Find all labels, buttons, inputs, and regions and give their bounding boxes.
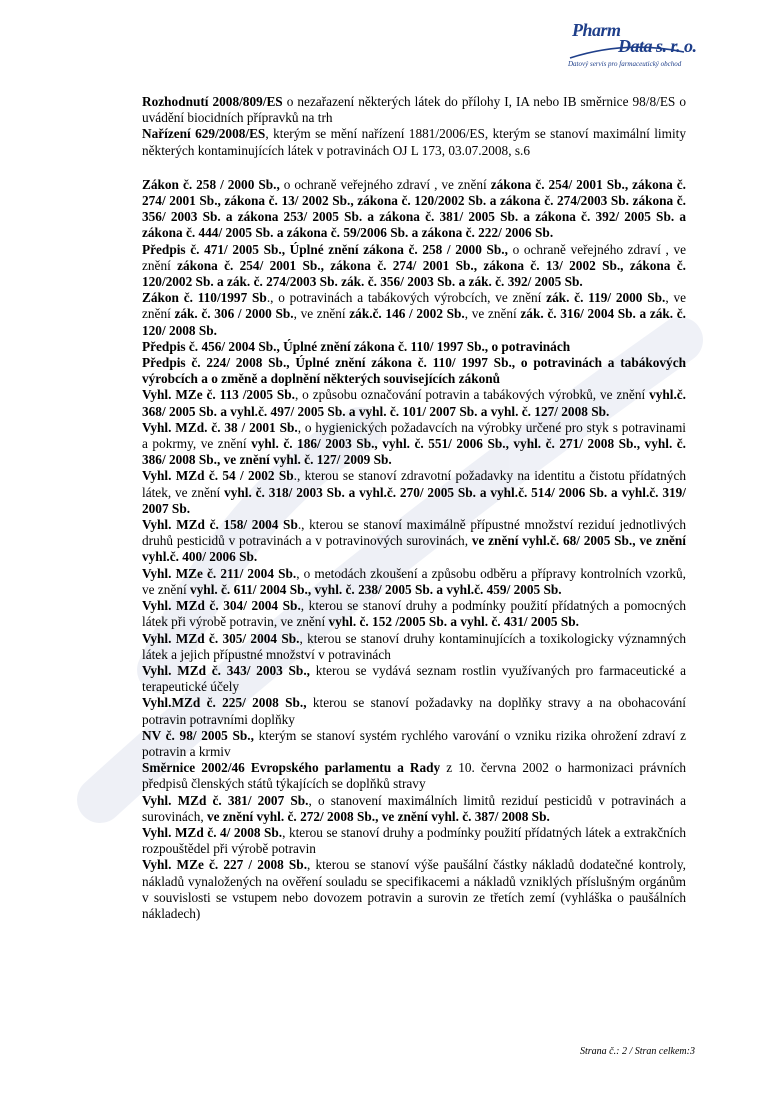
company-logo <box>566 18 714 74</box>
entry-text: , kterou se stanoví druhy a podmínky použití přídatných látek a extrakčních rozpouštědel při výrobě potravin <box>142 824 686 857</box>
entry-bold-text: vyhl. č. 611/ 2004 Sb., vyhl. č. 238/ 2005 Sb. a vyhl.č. 459/ 2005 Sb. <box>190 581 562 597</box>
entry-text: o ochraně veřejného zdraví , ve znění <box>279 176 491 192</box>
entry-bold-text: Vyhl. MZd č. 305/ 2004 Sb. <box>142 630 300 646</box>
entry-bold-text: NV č. 98/ 2005 Sb., <box>142 727 254 743</box>
legislation-entry <box>142 468 686 517</box>
logo-tagline: Datový servis pro farmaceutický obchod <box>568 60 682 68</box>
legislation-entry <box>142 420 686 469</box>
document-body <box>142 94 686 922</box>
legislation-entry <box>142 290 686 339</box>
entry-bold-text: Vyhl.MZd č. 225/ 2008 Sb., <box>142 695 307 711</box>
section-gap <box>142 159 686 177</box>
legislation-entry <box>142 857 686 922</box>
legislation-entry <box>142 387 686 419</box>
entry-text: , kterou se stanoví výše paušální částky nákladů dodatečné kontroly, nákladů vynaložených na ověření souladu se specifikacemi a nákladů vzniklých příslušným orgánům v souvislosti se vstupem nebo dovozem potravin a surovin ze třetích zemí (vyhláška o paušálních nákladech) <box>142 857 686 921</box>
entry-bold-text: Předpis č. 224/ 2008 Sb., Úplné znění zákona č. 110/ 1997 Sb., o potravinách a tabákových výrobcích a o změně a doplnění některých souvisejících zákonů <box>142 355 686 387</box>
entry-bold-text: zákona č. 254/ 2001 Sb., zákona č. 274/ 2001 Sb., zákona č. 13/ 2002 Sb., zákona č. 120/2002 Sb. a zák. č. 274/2003 Sb. zák. č. 356/ 2003 Sb. a zák. č. 392/ 2005 Sb. <box>142 257 687 290</box>
entry-bold-text: Rozhodnutí 2008/809/ES <box>142 94 283 109</box>
entry-bold-text: Zákon č. 258 / 2000 Sb., <box>142 176 280 192</box>
entry-text: ., o potravinách a tabákových výrobcích, ve znění <box>266 290 547 306</box>
entry-bold-text: vyhl. č. 318/ 2003 Sb. a vyhl.č. 270/ 2005 Sb. a vyhl.č. 514/ 2006 Sb. a vyhl.č. 319/ 2007 Sb. <box>142 484 686 516</box>
entry-bold-text: Vyhl. MZd č. 304/ 2004 Sb. <box>142 598 301 614</box>
legislation-entry <box>142 355 686 387</box>
legislation-entry <box>142 793 686 825</box>
legislation-entry <box>142 760 686 792</box>
legislation-entry <box>142 177 686 242</box>
entry-text: , kterým se mění nařízení 1881/2006/ES, kterým se stanoví maximální limity některých kontaminujících látek v potravinách OJ L 173, 03.07.2008, s.6 <box>142 126 687 158</box>
entry-text: , o způsobu označování potravin a tabákových výrobků, ve znění <box>294 387 650 403</box>
entry-text: ., kterou se stanoví maximálně přípustné množství reziduí jednotlivých druhů pesticidů v potravinách a v potravinových surovinách, <box>142 517 686 549</box>
entry-bold-text: Směrnice 2002/46 Evropského parlamentu a Rady <box>142 760 441 776</box>
entry-text: , kterou se stanoví druhy kontaminujících a toxikologicky významných látek a jejich přípustné množství v potravinách <box>142 630 687 662</box>
entry-bold-text: Nařízení 629/2008/ES <box>142 126 266 142</box>
legislation-entry <box>142 339 686 355</box>
entry-text: , o stanovení maximálních limitů reziduí pesticidů v potravinách a surovinách, <box>142 792 687 824</box>
entry-text: o nezařazení některých látek do přílohy I, IA nebo IB směrnice 98/8/ES o uvádění biocidních přípravků na trh <box>142 94 686 126</box>
entry-bold-text: zák. č. 119/ 2000 Sb. <box>546 290 666 306</box>
legislation-entry <box>142 598 686 630</box>
legislation-entry <box>142 94 686 126</box>
entry-text: kterým se stanoví systém rychlého varování o vzniku rizika ohrožení zdraví z potravin a krmiv <box>142 727 686 759</box>
entry-bold-text: vyhl. č. 186/ 2003 Sb., vyhl. č. 551/ 2006 Sb., vyhl. č. 271/ 2008 Sb., vyhl. č. 386/ 2008 Sb., ve znění vyhl. č. 127/ 2009 Sb. <box>142 436 686 468</box>
entry-bold-text: ve znění vyhl.č. 68/ 2005 Sb., ve znění vyhl.č. 400/ 2006 Sb. <box>142 533 686 565</box>
entry-bold-text: vyhl. č. 152 /2005 Sb. a vyhl. č. 431/ 2005 Sb. <box>328 614 579 630</box>
legislation-entry <box>142 517 686 566</box>
entry-text: , kterou se stanoví druhy a podmínky použití přídatných a pomocných látek při výrobě potravin, ve znění <box>142 598 686 630</box>
entry-text: , o metodách zkoušení a způsobu odběru a přípravy kontrolních vzorků, ve znění <box>142 565 686 597</box>
entry-bold-text: ve znění vyhl. č. 272/ 2008 Sb., ve znění vyhl. č. 387/ 2008 Sb. <box>207 808 550 824</box>
legislation-entry <box>142 663 686 695</box>
entry-bold-text: Předpis č. 471/ 2005 Sb., Úplné znění zákona č. 258 / 2000 Sb., <box>142 241 508 257</box>
legislation-entry <box>142 695 686 727</box>
legislation-entry <box>142 631 686 663</box>
entry-bold-text: Vyhl. MZe č. 211/ 2004 Sb. <box>142 565 297 581</box>
legislation-entry <box>142 242 686 291</box>
entry-bold-text: vyhl.č. 368/ 2005 Sb. a vyhl.č. 497/ 2005 Sb. a vyhl. č. 101/ 2007 Sb. a vyhl. č. 127/ 2008 Sb. <box>142 387 686 419</box>
entry-bold-text: Vyhl. MZe č. 113 /2005 Sb. <box>142 387 295 403</box>
entry-bold-text: zákona č. 254/ 2001 Sb., zákona č. 274/ 2001 Sb., zákona č. 13/ 2002 Sb., zákona č. 120/2002 Sb. a zákona č. 274/2003 Sb. zákona č. 356/ 2003 Sb. a zákona 253/ 2005 Sb. a zákona č. 381/ 2005 Sb. a zákona č. 392/ 2005 Sb. a zákona č. 444/ 2005 Sb. a zákona č. 59/2006 Sb. a zákona č. 222/ 2006 Sb. <box>142 176 686 241</box>
legislation-entry <box>142 728 686 760</box>
logo-text-pharm: Pharm <box>572 20 621 40</box>
entry-text: ., kterou se stanoví zdravotní požadavky na identitu a čistotu přídatných látek, ve znění <box>142 468 686 500</box>
legislation-entry <box>142 566 686 598</box>
entry-bold-text: Zákon č. 110/1997 Sb <box>142 290 267 306</box>
entry-text: kterou se stanoví požadavky na doplňky stravy a na obohacování potravin potravními doplňky <box>142 695 686 727</box>
entry-bold-text: zák. č. 306 / 2000 Sb. <box>174 306 294 322</box>
page-footer: Strana č.: 2 / Stran celkem:3 <box>580 1046 695 1057</box>
entry-bold-text: Vyhl. MZd č. 54 / 2002 Sb <box>142 468 294 484</box>
entry-text: z 10. června 2002 o harmonizaci právních předpisů členských států týkajících se doplňků stravy <box>142 760 686 792</box>
entry-bold-text: Vyhl. MZd č. 4/ 2008 Sb. <box>142 824 283 840</box>
logo-text-data: Data s. r. o. <box>618 36 697 56</box>
entry-text: o ochraně veřejného zdraví , ve znění <box>142 241 686 273</box>
entry-bold-text: Vyhl. MZd č. 158/ 2004 Sb <box>142 517 298 533</box>
entry-bold-text: Vyhl. MZd. č. 38 / 2001 Sb. <box>142 419 298 435</box>
legislation-entry <box>142 126 686 158</box>
entry-text: , o hygienických požadavcích na výrobky určené pro styk s potravinami a pokrmy, ve znění <box>142 419 686 452</box>
entry-bold-text: Vyhl. MZd č. 343/ 2003 Sb., <box>142 662 310 678</box>
entry-bold-text: Předpis č. 456/ 2004 Sb., Úplné znění zákona č. 110/ 1997 Sb., o potravinách <box>142 338 571 354</box>
legislation-entry <box>142 825 686 857</box>
entry-bold-text: zák. č. 316/ 2004 Sb. a zák. č. 120/ 2008 Sb. <box>142 306 687 338</box>
entry-text: , ve znění <box>293 306 350 322</box>
entry-bold-text: Vyhl. MZe č. 227 / 2008 Sb. <box>142 857 308 873</box>
entry-bold-text: Vyhl. MZd č. 381/ 2007 Sb. <box>142 792 309 808</box>
entry-text: , ve znění <box>142 290 686 322</box>
entry-text: kterou se vydává seznam rostlin využívaných pro farmaceutické a terapeutické účely <box>142 662 687 695</box>
entry-text: , ve znění <box>464 306 521 322</box>
entry-bold-text: zák.č. 146 / 2002 Sb. <box>349 306 465 322</box>
